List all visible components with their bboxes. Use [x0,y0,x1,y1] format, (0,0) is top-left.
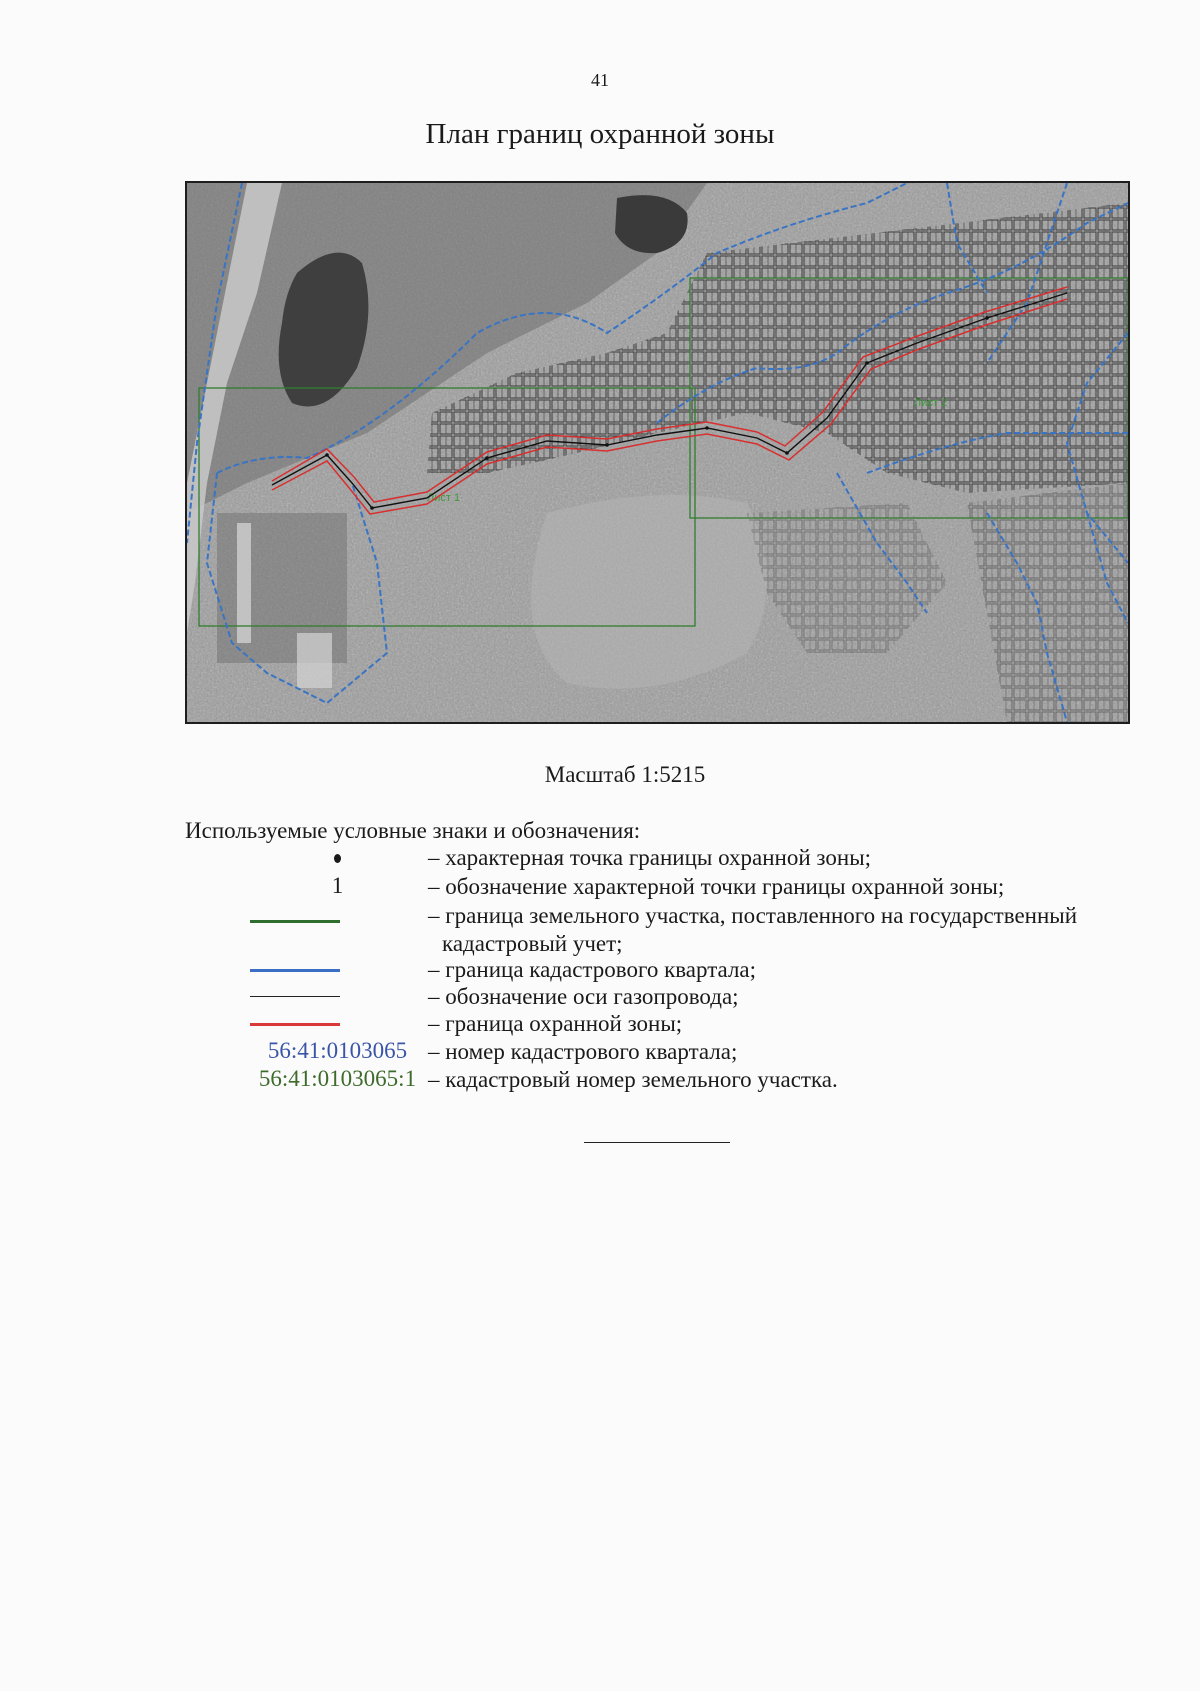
page-number: 41 [591,70,609,90]
legend-text: – характерная точка границы охранной зоны; [428,845,872,870]
black-line-icon [250,996,340,997]
legend-text: – обозначение характерной точки границы охранной зоны; [428,874,1005,899]
industrial-building [237,523,251,643]
legend-symbol-plot-number: 56:41:0103065:1 [258,1066,417,1091]
protection-zone-map [185,181,1130,724]
aerial-map [187,183,1128,722]
map-scale: Масштаб 1:5215 [544,762,706,787]
legend-text: – граница кадастрового квартала; [428,957,757,982]
green-line-icon [250,920,340,923]
legend-item-quarter [185,956,1145,982]
legend-item-plot-number [185,1066,1145,1092]
industrial-building [297,633,332,688]
closing-divider [584,1142,730,1143]
legend-item-quarter-number [185,1038,1145,1064]
legend-item-point-label [185,873,1145,899]
legend-heading: Используемые условные знаки и обозначения: [185,818,641,843]
legend-item-point [185,844,1145,870]
legend-text: – номер кадастрового квартала; [428,1039,738,1064]
legend-symbol-dot [235,844,440,870]
point-dot-icon [334,854,341,863]
legend-symbol-quarter-number: 56:41:0103065 [267,1038,408,1063]
legend-symbol-number: 1 [331,873,344,898]
red-line-icon [250,1023,340,1026]
sheet-2-label: Лист 2 [914,397,948,409]
legend-text: – обозначение оси газопровода; [428,984,739,1009]
open-ground [531,495,767,689]
blue-line-icon [250,969,340,972]
legend-text [428,902,1148,958]
legend-text: – граница охранной зоны; [428,1011,683,1036]
legend-item-protection-zone [185,1010,1145,1036]
page-title: План границ охранной зоны [425,118,775,150]
legend-text: – кадастровый номер земельного участка. [428,1067,838,1092]
legend-item-land-plot [185,902,1145,956]
legend-text-line-1: – граница земельного участка, поставленного на государственный [428,903,1078,928]
legend-item-pipeline [185,983,1145,1009]
legend-text-line-2: кадастровый учет; [442,931,623,956]
sheet-1-label: Лист 1 [427,492,461,504]
